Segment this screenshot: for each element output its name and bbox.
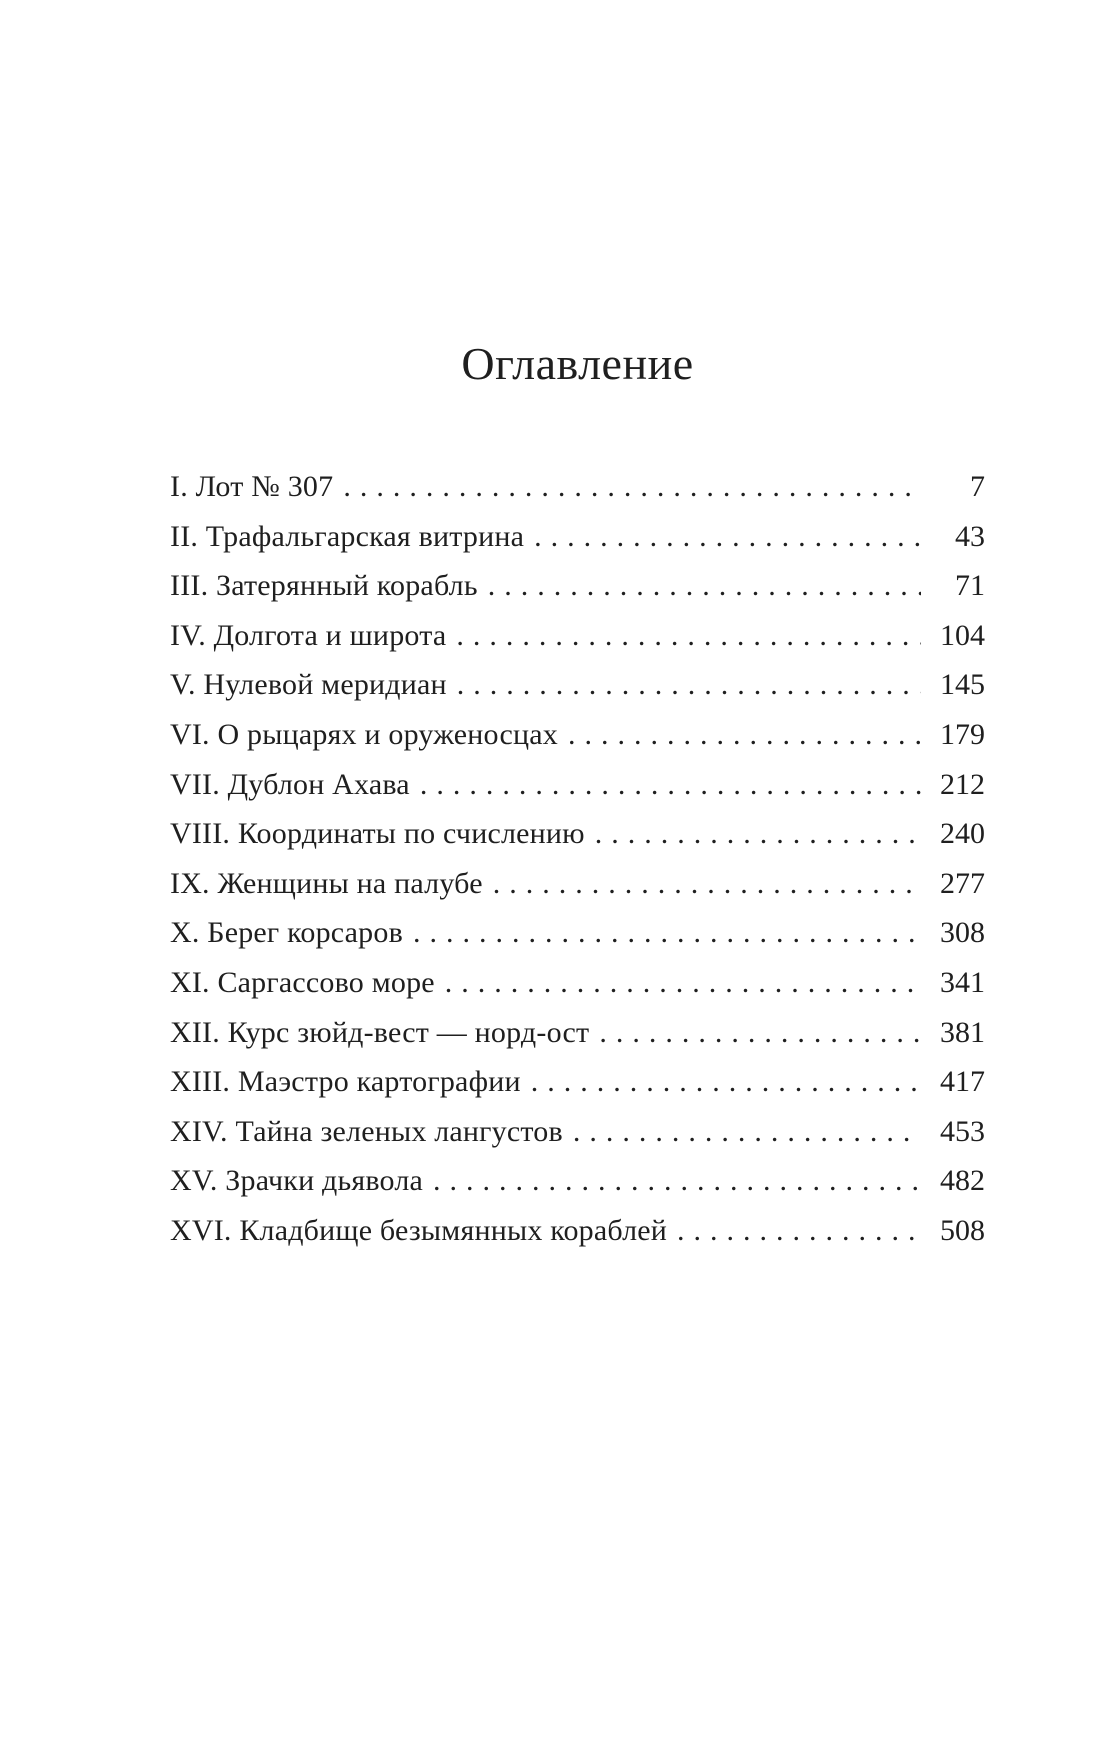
- toc-entry-page-number: 104: [940, 618, 985, 652]
- toc-entry: [170, 859, 985, 909]
- toc-entry-page-number: 277: [940, 866, 985, 900]
- toc-entry-page-number: 341: [940, 965, 985, 999]
- toc-entry-label: XVI. Кладбище безымянных кораблей: [170, 1213, 668, 1247]
- toc-list: [170, 462, 985, 1256]
- toc-entry-page-number: 381: [940, 1015, 985, 1049]
- toc-entry-page-number: 453: [940, 1114, 985, 1148]
- toc-entry-page-number: 417: [940, 1065, 985, 1099]
- toc-entry-label: XIV. Тайна зеленых лангустов: [170, 1114, 563, 1148]
- dotted-leader: [488, 561, 921, 611]
- dotted-leader: [445, 958, 921, 1008]
- dotted-leader: [531, 1057, 921, 1107]
- toc-entry: [170, 512, 985, 562]
- toc-entry-label: XIII. Маэстро картографии: [170, 1065, 521, 1099]
- dotted-leader: [573, 1107, 921, 1157]
- toc-entry-label: V. Нулевой меридиан: [170, 668, 447, 702]
- toc-entry-label: XV. Зрачки дьявола: [170, 1164, 424, 1198]
- toc-entry-page-number: 508: [940, 1213, 985, 1247]
- dotted-leader: [420, 760, 921, 810]
- dotted-leader: [534, 512, 921, 562]
- dotted-leader: [599, 1008, 921, 1058]
- toc-entry-label: IV. Долгота и широта: [170, 618, 447, 652]
- page-title: Оглавление: [461, 338, 694, 389]
- toc-entry-page-number: 308: [940, 916, 985, 950]
- toc-entry: [170, 1206, 985, 1256]
- toc-entry: [170, 1008, 985, 1058]
- toc-entry-label: II. Трафальгарская витрина: [170, 519, 525, 553]
- toc-entry-page-number: 145: [940, 668, 985, 702]
- dotted-leader: [343, 462, 921, 512]
- toc-entry-label: X. Берег корсаров: [170, 916, 403, 950]
- toc-entry: [170, 611, 985, 661]
- toc-entry: [170, 1057, 985, 1107]
- dotted-leader: [677, 1206, 921, 1256]
- toc-entry: [170, 462, 985, 512]
- toc-entry: [170, 660, 985, 710]
- toc-entry-page-number: 71: [955, 569, 985, 603]
- toc-entry-page-number: 43: [955, 519, 985, 553]
- toc-entry-label: I. Лот № 307: [170, 470, 334, 503]
- toc-entry-page-number: 482: [940, 1164, 985, 1198]
- toc-entry-label: VII. Дублон Ахава: [170, 767, 410, 801]
- toc-entry-label: VI. О рыцарях и оруженосцах: [170, 717, 558, 751]
- toc-entry-label: VIII. Координаты по счислению: [170, 817, 585, 851]
- toc-entry-page-number: 179: [940, 717, 985, 751]
- toc-entry-label: XII. Курс зюйд-вест — норд-ост: [170, 1015, 590, 1049]
- toc-entry-label: IX. Женщины на палубе: [170, 866, 483, 900]
- toc-entry: [170, 908, 985, 958]
- toc-entry: [170, 561, 985, 611]
- dotted-leader: [457, 660, 921, 710]
- toc-entry-label: III. Затерянный корабль: [170, 569, 478, 603]
- dotted-leader: [493, 859, 921, 909]
- toc-entry-page-number: 7: [970, 470, 985, 503]
- toc-entry: [170, 760, 985, 810]
- dotted-leader: [568, 710, 921, 760]
- toc-entry-label: XI. Саргассово море: [170, 965, 435, 999]
- toc-entry: [170, 1156, 985, 1206]
- dotted-leader: [413, 908, 921, 958]
- dotted-leader: [595, 809, 921, 859]
- toc-entry: [170, 809, 985, 859]
- toc-entry-page-number: 240: [940, 817, 985, 851]
- dotted-leader: [456, 611, 921, 661]
- toc-entry: [170, 710, 985, 760]
- toc-entry: [170, 958, 985, 1008]
- dotted-leader: [433, 1156, 921, 1206]
- toc-entry: [170, 1107, 985, 1157]
- toc-entry-page-number: 212: [940, 767, 985, 801]
